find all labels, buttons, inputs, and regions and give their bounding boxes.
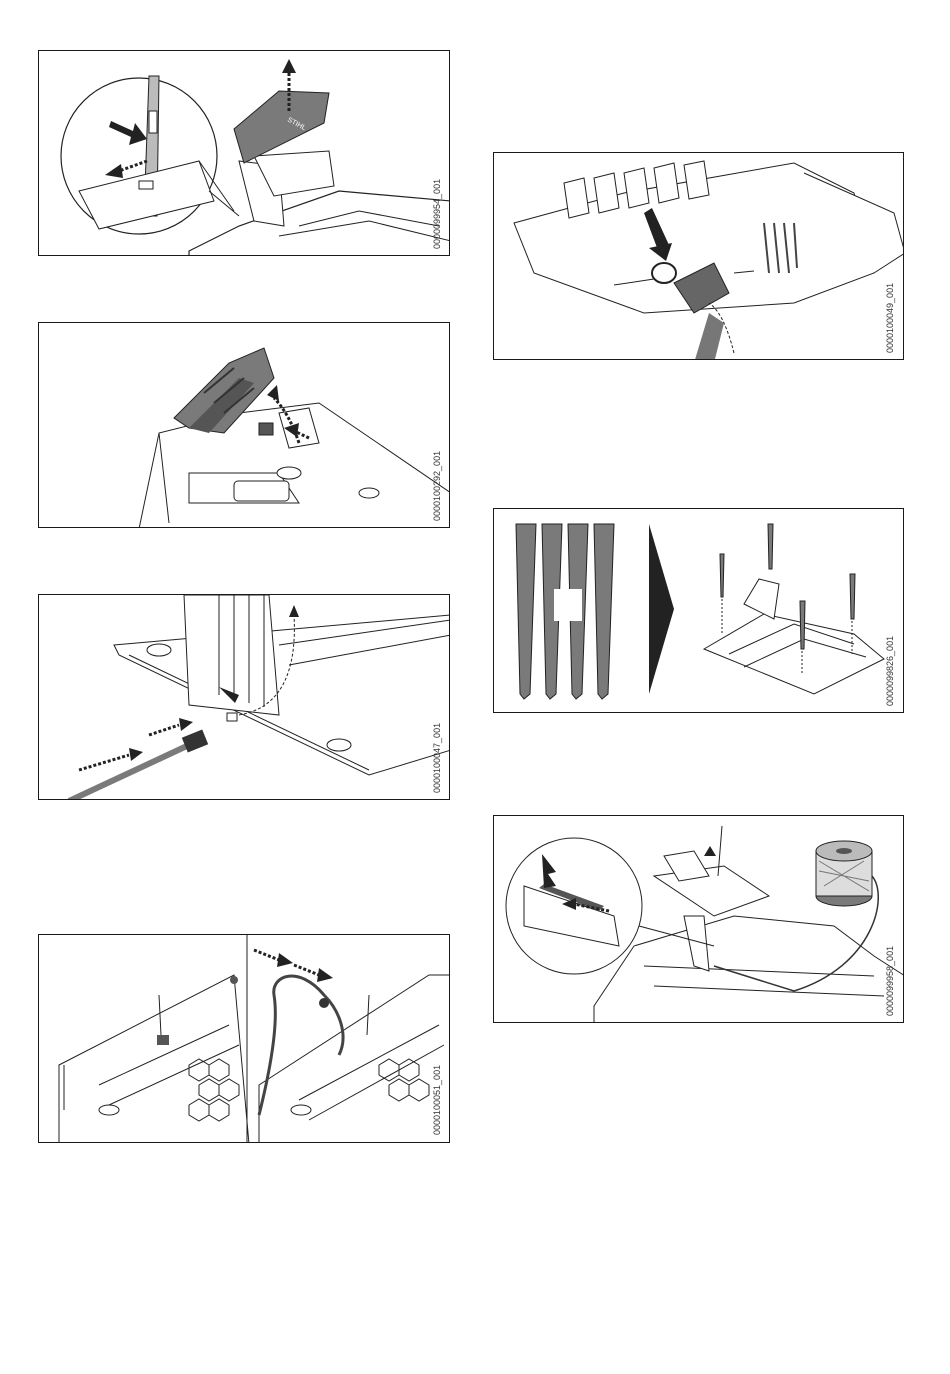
illustration-open-terminal <box>39 323 450 528</box>
illustration-pegs <box>494 509 904 713</box>
illustration-route-cable <box>39 935 450 1143</box>
figure-4-route-cable <box>38 934 450 1143</box>
illustration-insert-cable <box>39 595 450 800</box>
figure-code: 0000100047_001 <box>432 722 442 793</box>
figure-code: 0000099826_001 <box>885 635 895 706</box>
illustration-connect-wires <box>494 153 904 360</box>
illustration-boundary-wire <box>494 816 904 1023</box>
figure-7-boundary-wire <box>493 815 904 1023</box>
figure-1-remove-cover <box>38 50 450 256</box>
figure-code: 0000099954_001 <box>432 178 442 249</box>
figure-code: 0000100049_001 <box>885 282 895 353</box>
figure-code: 0000100051_001 <box>432 1064 442 1135</box>
figure-2-open-terminal <box>38 322 450 528</box>
figure-code: 0000100292_001 <box>432 450 442 521</box>
figure-3-insert-cable <box>38 594 450 800</box>
illustration-remove-cover <box>39 51 450 256</box>
figure-code: 0000099958_001 <box>885 945 895 1016</box>
figure-6-pegs-anchoring <box>493 508 904 713</box>
cover-brand-label: STIHL <box>286 116 307 133</box>
figure-5-connect-wires <box>493 152 904 360</box>
